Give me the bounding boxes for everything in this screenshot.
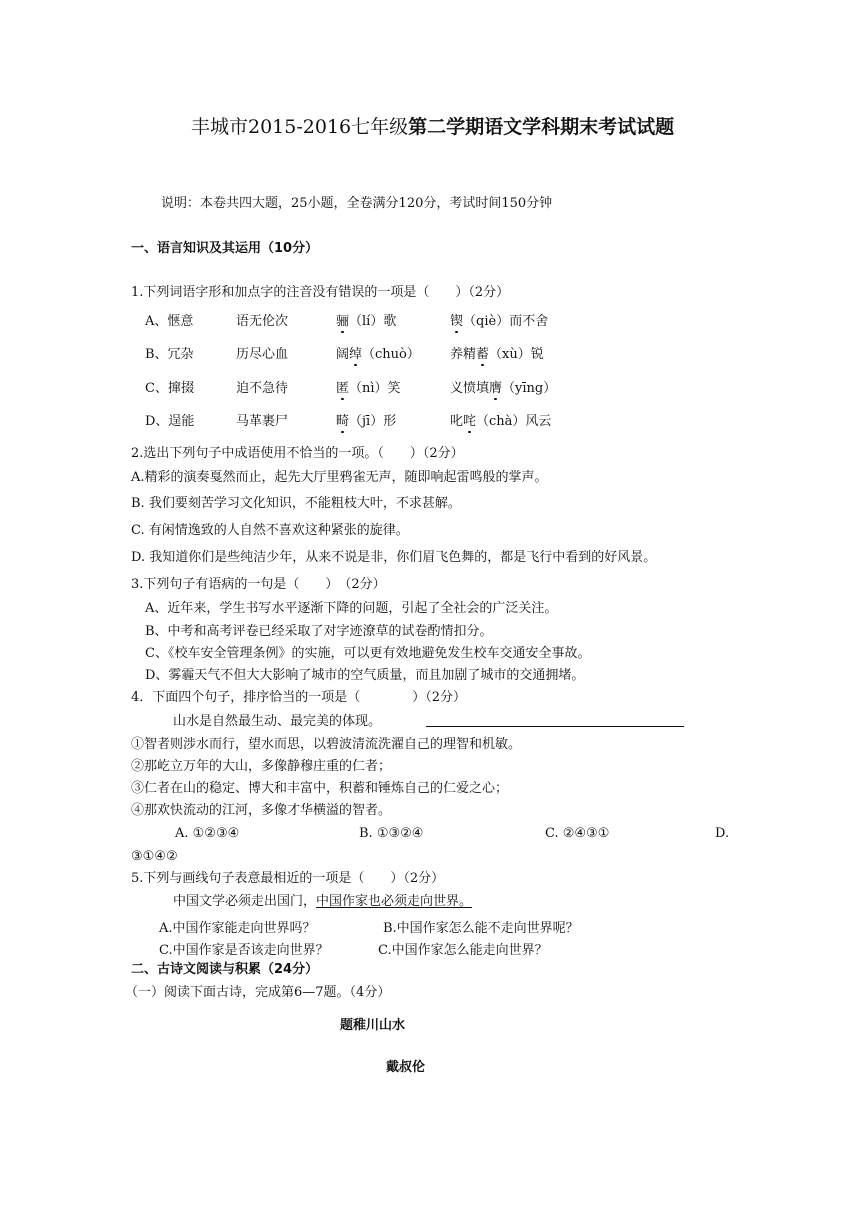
q3-option-a: A、近年来，学生书写水平逐渐下降的问题，引起了全社会的广泛关注。 xyxy=(145,601,558,616)
q2-option-d: D. 我知道你们是些纯洁少年，从来不说是非，你们眉飞色舞的，都是飞行中看到的好风景。 xyxy=(131,550,657,565)
q3-option-d: D、雾霾天气不但大大影响了城市的空气质量，而且加剧了城市的交通拥堵。 xyxy=(145,668,585,683)
q4-sentence-2: ②那屹立万年的大山，多像静穆庄重的仁者； xyxy=(131,759,392,774)
subsection-1-heading: （一）阅读下面古诗，完成第6—7题。（4分） xyxy=(125,985,391,1000)
q4-sentence-3: ③仁者在山的稳定、博大和丰富中，积蓄和锤炼自己的仁爱之心； xyxy=(131,781,509,796)
q4-stem: 4．下面四个句子，排序恰当的一项是（ ）（2分） xyxy=(131,690,467,705)
q2-option-a: A.精彩的演奏戛然而止，起先大厅里鸦雀无声，随即响起雷鸣般的掌声。 xyxy=(131,470,548,485)
q4-lead-sentence: 山水是自然最生动、最完美的体现。 xyxy=(173,714,382,729)
page-title xyxy=(191,116,674,139)
q4-choice-d: D. xyxy=(715,826,730,841)
q2-stem: 2.选出下列句子中成语使用不恰当的一项。（ ）（2分） xyxy=(131,446,464,461)
section-heading-1: 一、语言知识及其运用（10分） xyxy=(131,241,319,256)
q4-choice-d-wrap: ③①④② xyxy=(131,849,178,864)
q2-option-b: B. 我们要刻苦学习文化知识，不能粗枝大叶，不求甚解。 xyxy=(131,496,461,511)
q5-sentence xyxy=(173,894,472,910)
title-prefix: 丰城市2015-2016七年级 xyxy=(191,116,409,138)
q4-sentence-1: ①智者则涉水而行，望水而思，以碧波清流洗濯自己的理智和机敏。 xyxy=(131,737,522,752)
title-main: 第二学期语文学科期末考试试题 xyxy=(408,116,675,138)
poem-title: 题稚川山水 xyxy=(340,1018,406,1033)
q3-option-c: C、《校车安全管理条例》的实施，可以更有效地避免发生校车交通安全事故。 xyxy=(145,646,591,661)
q4-answer-blank[interactable] xyxy=(426,714,684,727)
section-heading-2: 二、古诗文阅读与积累（24分） xyxy=(131,962,319,977)
q2-option-c: C. 有闲情逸致的人自然不喜欢这种紧张的旋律。 xyxy=(131,523,409,538)
q4-choice-c: C. ②④③① xyxy=(545,826,610,841)
poem-author: 戴叔伦 xyxy=(386,1060,426,1075)
q5-stem: 5.下列与画线句子表意最相近的一项是（ ）（2分） xyxy=(131,871,445,886)
q4-choice-a: A. ①②③④ xyxy=(175,826,240,841)
q4-sentence-4: ④那欢快流动的江河，多像才华横溢的智者。 xyxy=(131,803,392,818)
instruction-text: 说明：本卷共四大题，25小题，全卷满分120分，考试时间150分钟 xyxy=(161,196,553,211)
q3-stem: 3.下列句子有语病的一句是（ ） （2分） xyxy=(131,577,386,592)
q3-option-b: B、中考和高考评卷已经采取了对字迹潦草的试卷酌情扣分。 xyxy=(145,624,493,639)
q1-stem: 1.下列词语字形和加点字的注音没有错误的一项是（ ）（2分） xyxy=(131,285,510,300)
q5-underlined-sentence: 中国作家也必须走向世界。 xyxy=(316,894,473,909)
q5-sentence-plain: 中国文学必须走出国门， xyxy=(173,894,317,909)
q4-choice-b: B. ①③②④ xyxy=(359,826,424,841)
